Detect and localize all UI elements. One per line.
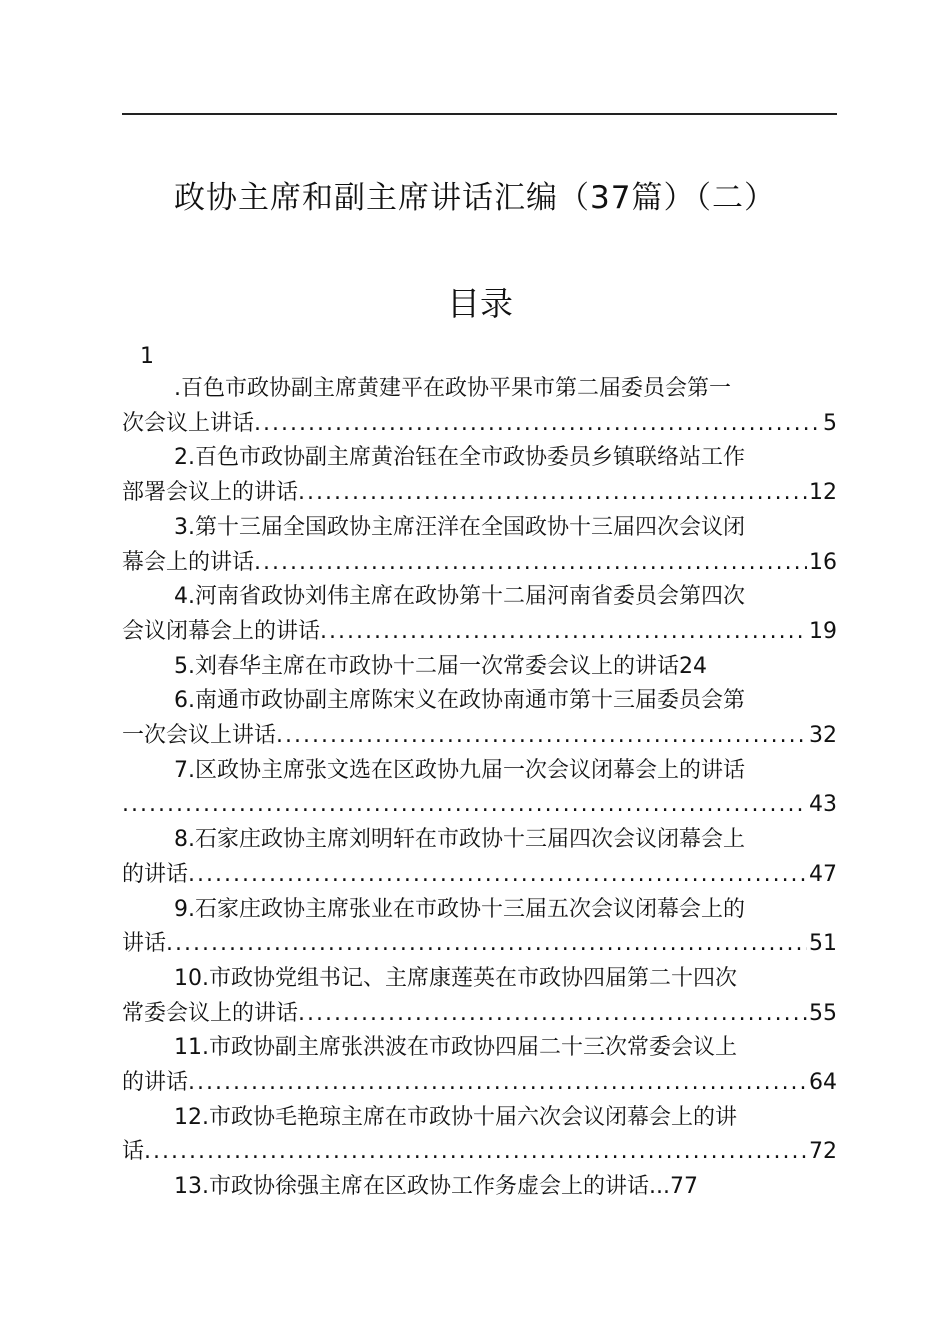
toc-entry[interactable] (122, 650, 837, 685)
dot-leader (254, 546, 807, 581)
toc-entry[interactable] (122, 580, 837, 649)
toc-entry-page: 77 (669, 1174, 698, 1200)
toc-entry[interactable] (122, 1101, 837, 1170)
toc-entry-title: 8.石家庄政协主席刘明轩在市政协十三届四次会议闭幕会上 (174, 827, 745, 853)
toc-entry-title-cont: 讲话 (122, 931, 167, 957)
toc-entry[interactable] (122, 893, 837, 962)
dot-leader (122, 788, 807, 823)
toc-entry-title: 10.市政协党组书记、主席康莲英在市政协四届第二十四次 (174, 965, 737, 991)
toc-entry-page: 64 (809, 1070, 837, 1096)
dot-leader (188, 858, 807, 893)
dot-leader (254, 407, 821, 442)
toc-entry-title-cont: 常委会议上的讲话 (122, 1000, 299, 1026)
toc-entry[interactable] (122, 372, 837, 441)
dot-leader (166, 927, 807, 962)
toc-entry-page: 16 (809, 549, 837, 575)
toc-entry-title-cont: 话 (122, 1139, 145, 1165)
toc-entry-page: 32 (809, 723, 837, 749)
leading-number: 1 (140, 344, 154, 369)
toc-entry-title-cont: 的讲话 (122, 1070, 189, 1096)
dot-leader (298, 997, 807, 1032)
dot-leader (276, 719, 807, 754)
toc-entry-title-cont: 幕会上的讲话 (122, 549, 255, 575)
toc-entry-title: 6.南通市政协副主席陈宋义在政协南通市第十三届委员会第 (174, 688, 745, 714)
toc-entry-title-cont: 的讲话 (122, 861, 189, 887)
toc-entry[interactable] (122, 441, 837, 510)
toc-entry[interactable] (122, 754, 837, 823)
dot-leader (320, 615, 807, 650)
toc-entry-page: 5 (823, 410, 837, 436)
toc-entry[interactable] (122, 511, 837, 580)
toc-entry-page: 43 (809, 792, 837, 818)
toc-entry-page: 47 (809, 861, 837, 887)
table-of-contents (122, 372, 837, 1205)
toc-entry-title: 5.刘春华主席在市政协十二届一次常委会议上的讲话 (174, 653, 679, 679)
toc-entry-title-cont: 一次会议上讲话 (122, 723, 277, 749)
toc-entry-page: 55 (809, 1000, 837, 1026)
toc-entry-title: .百色市政协副主席黄建平在政协平果市第二届委员会第一 (174, 376, 731, 401)
toc-entry-title: 3.第十三届全国政协主席汪洋在全国政协十三届四次会议闭 (174, 514, 745, 540)
toc-entry[interactable] (122, 1170, 837, 1205)
toc-entry-title: 11.市政协副主席张洪波在市政协四届二十三次常委会议上 (174, 1035, 737, 1061)
header-rule (122, 113, 837, 115)
dot-leader (144, 1135, 807, 1170)
toc-entry-title: 12.市政协毛艳琼主席在市政协十届六次会议闭幕会上的讲 (174, 1104, 737, 1130)
toc-entry-title-cont: 次会议上讲话 (122, 410, 255, 436)
toc-entry[interactable] (122, 962, 837, 1031)
toc-entry-title: 7.区政协主席张文选在区政协九届一次会议闭幕会上的讲话 (174, 757, 745, 783)
toc-entry-title-cont: 会议闭幕会上的讲话 (122, 618, 321, 644)
dot-leader (188, 1066, 807, 1101)
toc-entry[interactable] (122, 823, 837, 892)
toc-entry-title: 4.河南省政协刘伟主席在政协第十二届河南省委员会第四次 (174, 584, 745, 610)
toc-entry-page: 72 (809, 1139, 837, 1165)
toc-entry-title-cont: 部署会议上的讲话 (122, 480, 299, 506)
toc-entry-title: 9.石家庄政协主席张业在市政协十三届五次会议闭幕会上的 (174, 896, 745, 922)
dot-leader (298, 476, 807, 511)
toc-entry[interactable] (122, 1031, 837, 1100)
toc-entry-page: 12 (809, 480, 837, 506)
toc-entry-title: 2.百色市政协副主席黄治钰在全市政协委员乡镇联络站工作 (174, 445, 745, 471)
toc-entry-page: 24 (679, 653, 707, 679)
toc-entry-page: 51 (809, 931, 837, 957)
toc-heading: 目录 (447, 284, 513, 323)
toc-entry-title: 13.市政协徐强主席在区政协工作务虚会上的讲话... (174, 1174, 670, 1200)
toc-entry-page: 19 (809, 618, 837, 644)
toc-entry[interactable] (122, 684, 837, 753)
document-title: 政协主席和副主席讲话汇编（37篇）（二） (174, 180, 776, 216)
